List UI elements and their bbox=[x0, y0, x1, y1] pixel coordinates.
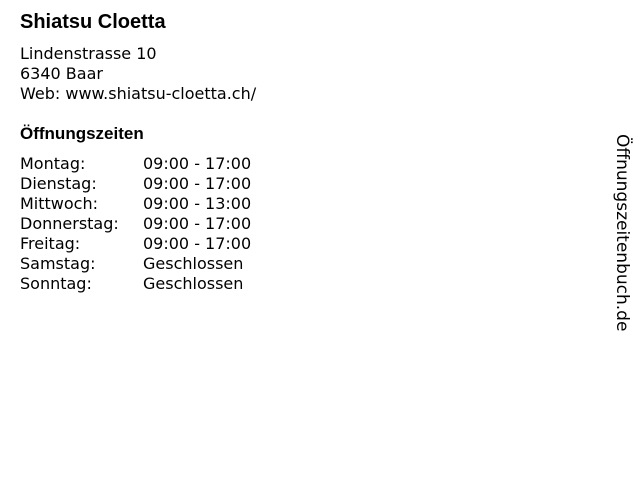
opening-hours-table bbox=[20, 154, 251, 294]
hours-row-thursday bbox=[20, 214, 251, 234]
day-label: Freitag: bbox=[20, 234, 81, 253]
hours-row-monday bbox=[20, 154, 251, 174]
time-value: Geschlossen bbox=[143, 274, 244, 293]
time-value: 09:00 - 17:00 bbox=[143, 214, 252, 233]
time-value: 09:00 - 17:00 bbox=[143, 154, 252, 173]
opening-hours-heading: Öffnungszeiten bbox=[20, 124, 144, 143]
hours-row-saturday bbox=[20, 254, 251, 274]
time-value: Geschlossen bbox=[143, 254, 244, 273]
day-label: Sonntag: bbox=[20, 274, 92, 293]
time-value: 09:00 - 17:00 bbox=[143, 174, 252, 193]
day-label: Mittwoch: bbox=[20, 194, 98, 213]
day-label: Montag: bbox=[20, 154, 86, 173]
hours-row-sunday bbox=[20, 274, 251, 294]
address-block bbox=[20, 44, 256, 104]
day-label: Dienstag: bbox=[20, 174, 97, 193]
business-name: Shiatsu Cloetta bbox=[20, 11, 166, 33]
website-line: Web: www.shiatsu-cloetta.ch/ bbox=[20, 84, 257, 103]
hours-row-tuesday bbox=[20, 174, 251, 194]
site-brand-label: Öffnungszeitenbuch.de bbox=[612, 134, 632, 332]
hours-row-friday bbox=[20, 234, 251, 254]
time-value: 09:00 - 13:00 bbox=[143, 194, 252, 213]
day-label: Samstag: bbox=[20, 254, 96, 273]
postal-city: 6340 Baar bbox=[20, 64, 103, 83]
street-address: Lindenstrasse 10 bbox=[20, 44, 157, 63]
day-label: Donnerstag: bbox=[20, 214, 119, 233]
hours-row-wednesday bbox=[20, 194, 251, 214]
time-value: 09:00 - 17:00 bbox=[143, 234, 252, 253]
